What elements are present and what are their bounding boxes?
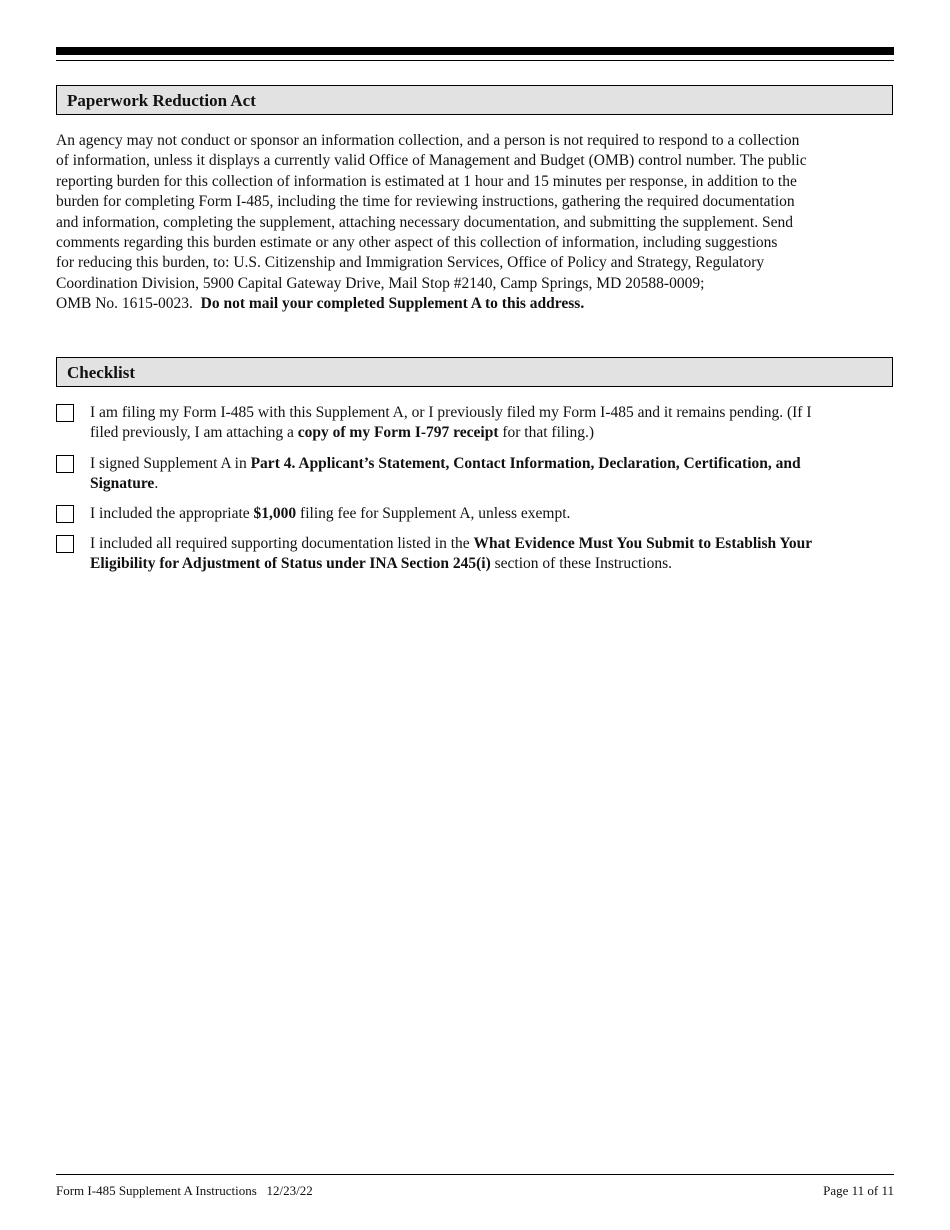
- section-header-checklist: Checklist: [56, 357, 893, 387]
- footer-page-number: Page 11 of 11: [823, 1183, 894, 1198]
- paragraph-line: Coordination Division, 5900 Capital Gateway Drive, Mail Stop #2140, Camp Springs, MD 20588-0009;: [56, 274, 705, 292]
- checklist-text-bold: What Evidence Must You Submit to Establish Your: [473, 535, 813, 552]
- checklist-text-line: [90, 423, 896, 443]
- checklist-text-line: I am filing my Form I-485 with this Supplement A, or I previously filed my Form I-485 and it remains pending. (If I: [90, 404, 812, 421]
- checklist-item-text: [90, 454, 896, 495]
- top-rule-thick: [56, 47, 894, 55]
- omb-number: OMB No. 1615-0023.: [56, 295, 201, 313]
- checklist-text-bold: Part 4. Applicant’s Statement, Contact Information, Declaration, Certification, and: [250, 455, 801, 472]
- checklist-text-bold: $1,000: [253, 505, 297, 522]
- paragraph-last-line: [56, 294, 896, 314]
- checklist-text-bold: Eligibility for Adjustment of Status under INA Section 245(i): [90, 555, 491, 573]
- checkbox[interactable]: [56, 404, 74, 422]
- checklist-text-line: [90, 554, 896, 574]
- checklist-text-line: [90, 534, 896, 554]
- section-header-paperwork: Paperwork Reduction Act: [56, 85, 893, 115]
- checklist-text-part: filed previously, I am attaching a: [90, 424, 298, 442]
- checklist-text-bold: Signature: [90, 475, 155, 493]
- paperwork-paragraph: [56, 131, 896, 315]
- checklist-text-part: I included the appropriate: [90, 505, 254, 522]
- checkbox[interactable]: [56, 455, 74, 473]
- checklist-item-text: [90, 504, 896, 524]
- footer-rule: [56, 1174, 894, 1175]
- checklist-text-bold: copy of my Form I-797 receipt: [297, 424, 499, 442]
- checklist-text-part: .: [154, 475, 159, 493]
- checklist-item-text: [90, 534, 896, 575]
- checklist-text-line: [90, 454, 896, 474]
- checkbox[interactable]: [56, 505, 74, 523]
- checklist-text-line: [90, 474, 896, 494]
- paragraph-line: of information, unless it displays a currently valid Office of Management and Budget (OMB) control number. The public: [56, 152, 807, 170]
- top-rule-thin: [56, 60, 894, 61]
- checklist-text-part: filing fee for Supplement A, unless exempt.: [296, 505, 571, 522]
- paragraph-line: comments regarding this burden estimate or any other aspect of this collection of information, including suggestions: [56, 234, 778, 252]
- do-not-mail-warning: Do not mail your completed Supplement A to this address.: [200, 295, 585, 313]
- checklist-text-part: section of these Instructions.: [490, 555, 672, 573]
- checklist-item-text: [90, 403, 896, 444]
- paragraph-line: An agency may not conduct or sponsor an information collection, and a person is not required to respond to a collection: [56, 132, 800, 149]
- checklist-text-part: for that filing.): [498, 424, 595, 442]
- paragraph-line: burden for completing Form I-485, including the time for reviewing instructions, gathering the required documentation: [56, 193, 795, 211]
- paragraph-line: and information, completing the supplement, attaching necessary documentation, and submitting the supplement. Send: [56, 213, 793, 231]
- checklist-text-part: I signed Supplement A in: [90, 455, 251, 472]
- checklist-text-part: I included all required supporting documentation listed in the: [90, 535, 474, 552]
- checklist-text-line: [90, 504, 896, 524]
- checkbox[interactable]: [56, 535, 74, 553]
- paragraph-line: reporting burden for this collection of information is estimated at 1 hour and 15 minutes per response, in addition to the: [56, 172, 797, 190]
- paragraph-line: for reducing this burden, to: U.S. Citizenship and Immigration Services, Office of Policy and Strategy, Regulatory: [56, 254, 765, 272]
- footer-form-name: Form I-485 Supplement A Instructions 12/23/22: [56, 1183, 313, 1198]
